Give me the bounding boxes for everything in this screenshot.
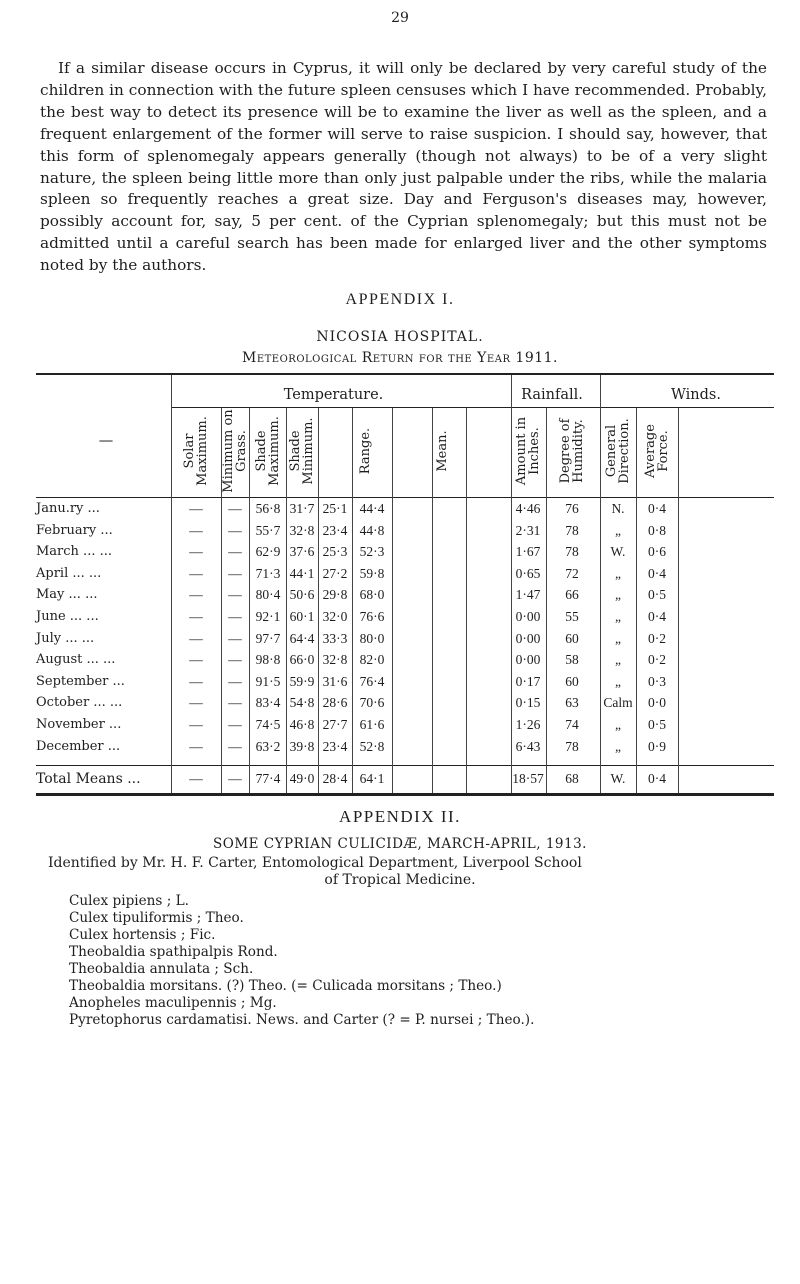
header-bottom-rule — [36, 497, 774, 498]
cell-grass: — — [228, 609, 242, 624]
cell-direction: N. — [611, 501, 625, 516]
cell-solar: — — [189, 501, 203, 516]
cell-shade-max: 91·5 — [255, 673, 281, 689]
col-amount-in-inches — [515, 406, 541, 496]
cell-shade-max: 71·3 — [255, 565, 281, 581]
cell-amount: 0·00 — [515, 609, 541, 624]
cell-shade-max: 55·7 — [255, 522, 281, 538]
cell-amount: 0·00 — [515, 630, 541, 646]
col-average-force-line2: Force. — [656, 430, 671, 472]
identified-by-line: Identified by Mr. H. F. Carter, Entomological Department, Liverpool School — [48, 855, 582, 871]
body-paragraph: If a similar disease occurs in Cyprus, it will only be declared by very careful study of the children in connection with the future spleen censuses which I have recommended. Probably, the best way to detect its presence will be to examine the liver as well as the spleen, and a frequent enlargement of the former will serve to raise suspicion. I should say, however, that this form of splenomegaly appears generally (though not always) to be of a very slight nature, the spleen being little more than only just palpable under the ribs, while the malaria spleen so frequently reaches a great size. Day and Ferguson's diseases may, however, possibly account for, say, 5 per cent. of the Cyprian splenomegaly; but this must not be admitted until a careful search has been made for enlarged liver and the other symptoms noted by the authors. — [40, 59, 767, 275]
cell-humidity: 63 — [565, 695, 579, 711]
cell-force: 0·6 — [648, 544, 666, 560]
meteorological-subtitle: Meteorological Return for the Year 1911. — [241, 350, 559, 366]
cell-solar: — — [189, 717, 203, 732]
column-rule — [466, 408, 467, 793]
total-shade-min: 49·0 — [289, 771, 315, 786]
cell-force: 0·2 — [648, 652, 666, 668]
cell-range: 27·7 — [322, 717, 348, 732]
column-rule — [432, 408, 433, 793]
cell-force: 0·4 — [648, 565, 666, 581]
cell-force: 0·4 — [648, 609, 666, 624]
cell-shade-max: 62·9 — [255, 544, 281, 560]
col-minimum-on-grass-line2: Grass. — [234, 430, 249, 472]
cell-shade-max: 98·8 — [255, 652, 281, 668]
cell-range: 25·3 — [322, 544, 348, 560]
col-degree-of-humidity — [559, 406, 585, 496]
cell-shade-max: 80·4 — [255, 587, 281, 603]
col-minimum-on-grass-line1: Minimum on — [221, 409, 236, 493]
cell-humidity: 60 — [565, 673, 579, 689]
row-month-label: December ... — [36, 738, 121, 754]
group-temperature: Temperature. — [283, 387, 384, 403]
cell-solar: — — [189, 630, 203, 646]
col-shade-maximum — [255, 406, 281, 496]
cell-grass: — — [228, 630, 242, 646]
cell-amount: 4·46 — [515, 501, 541, 516]
cell-mean: 68·0 — [359, 587, 385, 603]
cell-amount: 1·26 — [515, 717, 541, 732]
col-general-direction — [605, 406, 631, 496]
cell-humidity: 58 — [565, 652, 579, 668]
cell-humidity: 55 — [565, 609, 579, 624]
cell-direction: W. — [610, 544, 626, 560]
group-rainfall: Rainfall. — [521, 387, 583, 403]
group-winds: Winds. — [671, 387, 721, 403]
total-grass: — — [228, 771, 242, 786]
cell-range: 28·6 — [322, 695, 348, 711]
species-item: Theobaldia morsitans. (?) Theo. (= Culicada morsitans ; Theo.) — [69, 978, 502, 994]
cell-grass: — — [228, 717, 242, 732]
row-month-label: June ... ... — [36, 609, 99, 624]
cell-direction: „ — [615, 717, 621, 732]
page-number: 29 — [391, 10, 409, 26]
cell-shade-min: 50·6 — [289, 587, 315, 603]
cell-force: 0·5 — [648, 587, 666, 603]
cell-grass: — — [228, 522, 242, 538]
cell-shade-max: 74·5 — [255, 717, 281, 732]
cell-humidity: 74 — [565, 717, 579, 732]
cell-grass: — — [228, 565, 242, 581]
cell-amount: 0·00 — [515, 652, 541, 668]
cell-direction: Calm — [603, 695, 633, 711]
cell-direction: „ — [615, 609, 621, 624]
cell-range: 25·1 — [322, 501, 348, 516]
cell-mean: 44·4 — [359, 501, 385, 516]
cell-shade-max: 83·4 — [255, 695, 281, 711]
cell-solar: — — [189, 544, 203, 560]
species-item: Culex hortensis ; Fic. — [69, 927, 216, 943]
cell-mean: 76·6 — [359, 609, 385, 624]
cell-mean: 82·0 — [359, 652, 385, 668]
species-item: Theobaldia annulata ; Sch. — [69, 961, 254, 977]
table-top-rule — [36, 373, 774, 375]
col-solar-maximum-line2: Maximum. — [195, 416, 210, 486]
cell-humidity: 60 — [565, 630, 579, 646]
cell-amount: 0·17 — [515, 673, 541, 689]
cell-mean: 59·8 — [359, 565, 385, 581]
species-item: Theobaldia spathipalpis Rond. — [69, 944, 278, 960]
col-minimum-on-grass — [222, 406, 248, 496]
culicidae-subtitle: SOME CYPRIAN CULICIDÆ, MARCH-APRIL, 1913. — [213, 836, 587, 852]
total-shade-max: 77·4 — [255, 771, 281, 786]
cell-shade-min: 59·9 — [289, 673, 315, 689]
table-bottom-rule — [36, 793, 774, 796]
cell-grass: — — [228, 738, 242, 754]
cell-shade-min: 60·1 — [289, 609, 315, 624]
species-item: Culex pipiens ; L. — [69, 893, 189, 909]
cell-shade-min: 39·8 — [289, 738, 315, 754]
cell-direction: „ — [615, 565, 621, 581]
cell-amount: 1·47 — [515, 587, 541, 603]
cell-humidity: 76 — [565, 501, 579, 516]
cell-mean: 80·0 — [359, 630, 385, 646]
total-solar: — — [189, 771, 203, 786]
cell-amount: 6·43 — [515, 738, 541, 754]
row-month-label: November ... — [36, 717, 122, 732]
total-humidity: 68 — [565, 771, 579, 786]
cell-mean: 52·8 — [359, 738, 385, 754]
col-amount-in-inches-line1: Amount in — [514, 416, 529, 486]
col-range — [359, 406, 385, 496]
cell-range: 31·6 — [322, 673, 348, 689]
col-average-force — [644, 406, 670, 496]
total-direction: W. — [610, 771, 626, 786]
species-item: Pyretophorus cardamatisi. News. and Carter (? = P. nursei ; Theo.). — [69, 1012, 535, 1028]
total-means-label: Total Means ... — [36, 771, 141, 787]
col-general-direction-line2: Direction. — [617, 418, 632, 484]
cell-range: 23·4 — [322, 522, 348, 538]
row-month-label: September ... — [36, 673, 125, 689]
cell-mean: 76·4 — [359, 673, 385, 689]
col-shade-minimum-line2: Minimum. — [301, 417, 316, 485]
row-month-label: March ... ... — [36, 544, 112, 560]
cell-solar: — — [189, 522, 203, 538]
cell-direction: „ — [615, 738, 621, 754]
cell-humidity: 72 — [565, 565, 579, 581]
cell-direction: „ — [615, 522, 621, 538]
cell-range: 32·0 — [322, 609, 348, 624]
cell-mean: 44·8 — [359, 522, 385, 538]
total-amount: 18·57 — [512, 771, 544, 786]
row-month-label: July ... ... — [36, 630, 95, 646]
cell-force: 0·8 — [648, 522, 666, 538]
cell-solar: — — [189, 652, 203, 668]
cell-mean: 61·6 — [359, 717, 385, 732]
row-month-label: August ... ... — [36, 652, 116, 668]
total-force: 0·4 — [648, 771, 666, 786]
cell-force: 0·4 — [648, 501, 666, 516]
cell-humidity: 78 — [565, 738, 579, 754]
col-range-line1: Range. — [358, 427, 373, 475]
cell-amount: 0·65 — [515, 565, 541, 581]
cell-force: 0·2 — [648, 630, 666, 646]
row-month-label: April ... ... — [36, 565, 102, 581]
cell-range: 23·4 — [322, 738, 348, 754]
cell-force: 0·9 — [648, 738, 666, 754]
cell-grass: — — [228, 652, 242, 668]
cell-solar: — — [189, 587, 203, 603]
cell-amount: 2·31 — [515, 522, 541, 538]
cell-grass: — — [228, 501, 242, 516]
cell-shade-min: 32·8 — [289, 522, 315, 538]
cell-shade-max: 97·7 — [255, 630, 281, 646]
cell-solar: — — [189, 609, 203, 624]
cell-direction: „ — [615, 673, 621, 689]
cell-solar: — — [189, 695, 203, 711]
cell-direction: „ — [615, 587, 621, 603]
col-solar-maximum-line1: Solar — [182, 433, 197, 469]
cell-humidity: 78 — [565, 544, 579, 560]
cell-shade-min: 66·0 — [289, 652, 315, 668]
meteorological-table — [36, 373, 774, 796]
cell-shade-min: 44·1 — [289, 565, 315, 581]
cell-shade-min: 31·7 — [289, 501, 315, 516]
total-range: 28·4 — [322, 771, 348, 786]
total-rule — [36, 765, 774, 766]
cell-force: 0·5 — [648, 717, 666, 732]
cell-grass: — — [228, 673, 242, 689]
col-solar-maximum — [183, 406, 209, 496]
cell-solar: — — [189, 673, 203, 689]
species-item: Culex tipuliformis ; Theo. — [69, 910, 244, 926]
appendix-2-title: APPENDIX II. — [339, 807, 461, 826]
cell-amount: 0·15 — [515, 695, 541, 711]
col-shade-minimum — [289, 406, 315, 496]
total-mean: 64·1 — [359, 771, 385, 786]
cell-shade-max: 63·2 — [255, 738, 281, 754]
row-month-label: October ... ... — [36, 695, 123, 711]
row-month-label: May ... ... — [36, 587, 98, 603]
col-mean — [436, 406, 462, 496]
cell-direction: „ — [615, 630, 621, 646]
cell-shade-min: 54·8 — [289, 695, 315, 711]
cell-solar: — — [189, 738, 203, 754]
cell-shade-min: 46·8 — [289, 717, 315, 732]
cell-force: 0·3 — [648, 673, 666, 689]
cell-direction: „ — [615, 652, 621, 668]
col-amount-in-inches-line2: Inches. — [527, 427, 542, 475]
identified-by-institution: of Tropical Medicine. — [324, 872, 476, 888]
row-month-label: February ... — [36, 522, 113, 538]
col-shade-minimum-line1: Shade — [288, 430, 303, 472]
cell-mean: 52·3 — [359, 544, 385, 560]
cell-grass: — — [228, 695, 242, 711]
col-degree-of-humidity-line2: Humidity. — [571, 419, 586, 483]
appendix-1-title: APPENDIX I. — [345, 291, 455, 308]
row-month-label: Janu.ry ... — [36, 501, 100, 516]
cell-shade-min: 37·6 — [289, 544, 315, 560]
cell-amount: 1·67 — [515, 544, 541, 560]
cell-range: 33·3 — [322, 630, 348, 646]
cell-range: 29·8 — [322, 587, 348, 603]
col-average-force-line1: Average — [643, 424, 658, 478]
cell-range: 32·8 — [322, 652, 348, 668]
cell-mean: 70·6 — [359, 695, 385, 711]
col-degree-of-humidity-line1: Degree of — [558, 418, 573, 484]
cell-grass: — — [228, 544, 242, 560]
cell-humidity: 78 — [565, 522, 579, 538]
cell-humidity: 66 — [565, 587, 579, 603]
col-shade-maximum-line1: Shade — [254, 430, 269, 472]
col-general-direction-line1: General — [604, 424, 619, 478]
cell-range: 27·2 — [322, 565, 348, 581]
header-corner-dash: — — [98, 433, 114, 449]
cell-shade-min: 64·4 — [289, 630, 315, 646]
species-item: Anopheles maculipennis ; Mg. — [69, 995, 277, 1011]
cell-solar: — — [189, 565, 203, 581]
cell-grass: — — [228, 587, 242, 603]
cell-shade-max: 56·8 — [255, 501, 281, 516]
col-shade-maximum-line2: Maximum. — [267, 416, 282, 486]
cell-force: 0·0 — [648, 695, 666, 711]
hospital-title: NICOSIA HOSPITAL. — [316, 329, 484, 345]
col-mean-line1: Mean. — [435, 430, 450, 472]
cell-shade-max: 92·1 — [255, 609, 281, 624]
